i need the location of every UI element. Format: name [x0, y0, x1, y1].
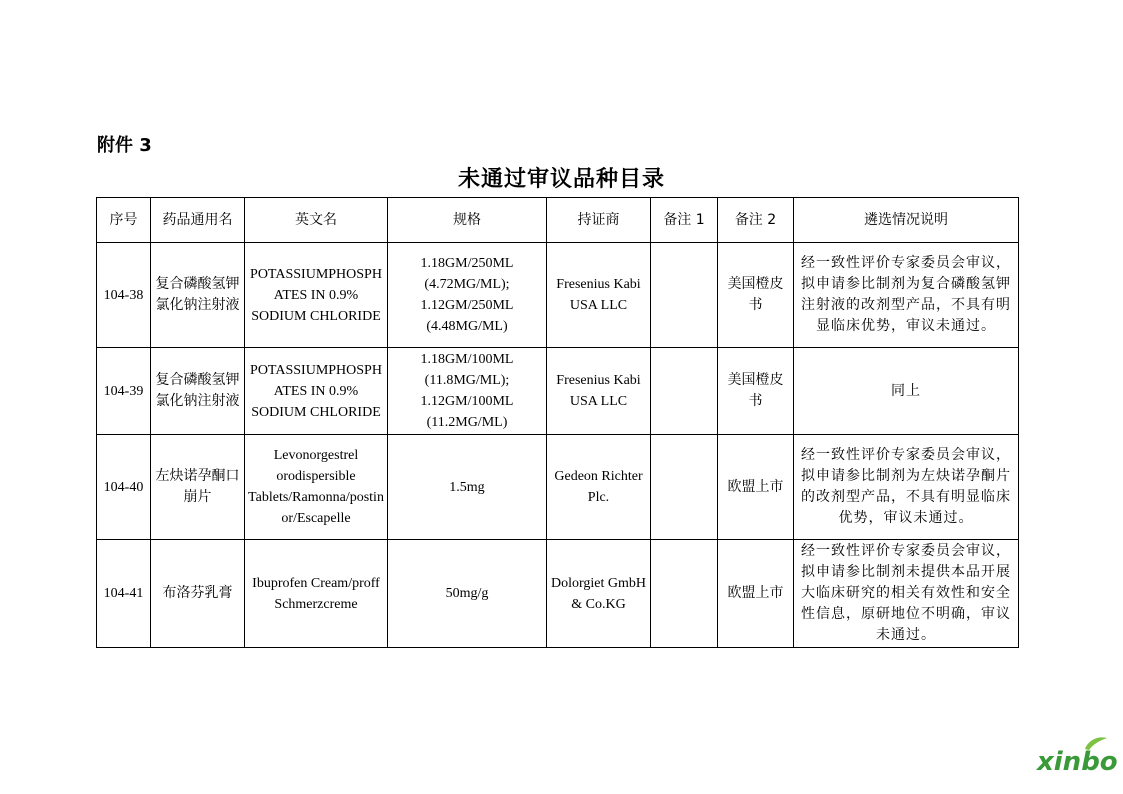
col-header-no: 序号: [97, 198, 151, 243]
row-holder: Fresenius Kabi USA LLC: [547, 243, 651, 348]
table-row: [97, 540, 1019, 648]
attachment-label: 附件 3: [97, 135, 152, 156]
row-en-name: POTASSIUMPHOSPHATES IN 0.9% SODIUM CHLORIDE: [245, 348, 388, 435]
row-spec: 1.5mg: [388, 435, 547, 540]
col-header-cn-name: 药品通用名: [151, 198, 245, 243]
row-holder: Dolorgiet GmbH & Co.KG: [547, 540, 651, 648]
row-remark: 经一致性评价专家委员会审议，拟申请参比制剂未提供本品开展大临床研究的相关有效性和安全性信息，原研地位不明确，审议未通过。: [794, 540, 1019, 648]
table-row: [97, 243, 1019, 348]
row-remark: 同上: [794, 348, 1019, 435]
col-header-en-name: 英文名: [245, 198, 388, 243]
col-header-remark: 遴选情况说明: [794, 198, 1019, 243]
row-note2: 欧盟上市: [718, 540, 794, 648]
row-note1: [651, 435, 718, 540]
row-no: 104-40: [97, 435, 151, 540]
row-no: 104-41: [97, 540, 151, 648]
logo-wordmark: xinbo: [1037, 747, 1118, 776]
row-spec: 1.18GM/250ML (4.72MG/ML); 1.12GM/250ML (4.48MG/ML): [388, 243, 547, 348]
document-title: 未通过审议品种目录: [457, 167, 665, 192]
row-note2: 欧盟上市: [718, 435, 794, 540]
row-spec: 1.18GM/100ML (11.8MG/ML); 1.12GM/100ML (11.2MG/ML): [388, 348, 547, 435]
row-en-name: Ibuprofen Cream/proff Schmerzcreme: [245, 540, 388, 648]
row-note1: [651, 243, 718, 348]
row-holder: Gedeon Richter Plc.: [547, 435, 651, 540]
col-header-note2: 备注 2: [718, 198, 794, 243]
row-en-name: Levonorgestrel orodispersible Tablets/Ramonna/postinor/Escapelle: [245, 435, 388, 540]
xinbo-logo: [1035, 736, 1123, 776]
drug-list-table: [96, 197, 1019, 648]
row-cn-name: 左炔诺孕酮口崩片: [151, 435, 245, 540]
row-holder: Fresenius Kabi USA LLC: [547, 348, 651, 435]
row-en-name: POTASSIUMPHOSPHATES IN 0.9% SODIUM CHLORIDE: [245, 243, 388, 348]
row-remark: 经一致性评价专家委员会审议，拟申请参比制剂为左炔诺孕酮片的改剂型产品，不具有明显临床优势，审议未通过。: [794, 435, 1019, 540]
row-note1: [651, 540, 718, 648]
row-note2: 美国橙皮书: [718, 243, 794, 348]
row-note2: 美国橙皮书: [718, 348, 794, 435]
row-note1: [651, 348, 718, 435]
col-header-spec: 规格: [388, 198, 547, 243]
row-cn-name: 布洛芬乳膏: [151, 540, 245, 648]
row-cn-name: 复合磷酸氢钾氯化钠注射液: [151, 348, 245, 435]
col-header-note1: 备注 1: [651, 198, 718, 243]
row-spec: 50mg/g: [388, 540, 547, 648]
row-remark: 经一致性评价专家委员会审议，拟申请参比制剂为复合磷酸氢钾注射液的改剂型产品，不具有明显临床优势，审议未通过。: [794, 243, 1019, 348]
table-row: [97, 348, 1019, 435]
row-no: 104-39: [97, 348, 151, 435]
table-header-row: [97, 198, 1019, 243]
row-cn-name: 复合磷酸氢钾氯化钠注射液: [151, 243, 245, 348]
col-header-holder: 持证商: [547, 198, 651, 243]
row-no: 104-38: [97, 243, 151, 348]
table-row: [97, 435, 1019, 540]
